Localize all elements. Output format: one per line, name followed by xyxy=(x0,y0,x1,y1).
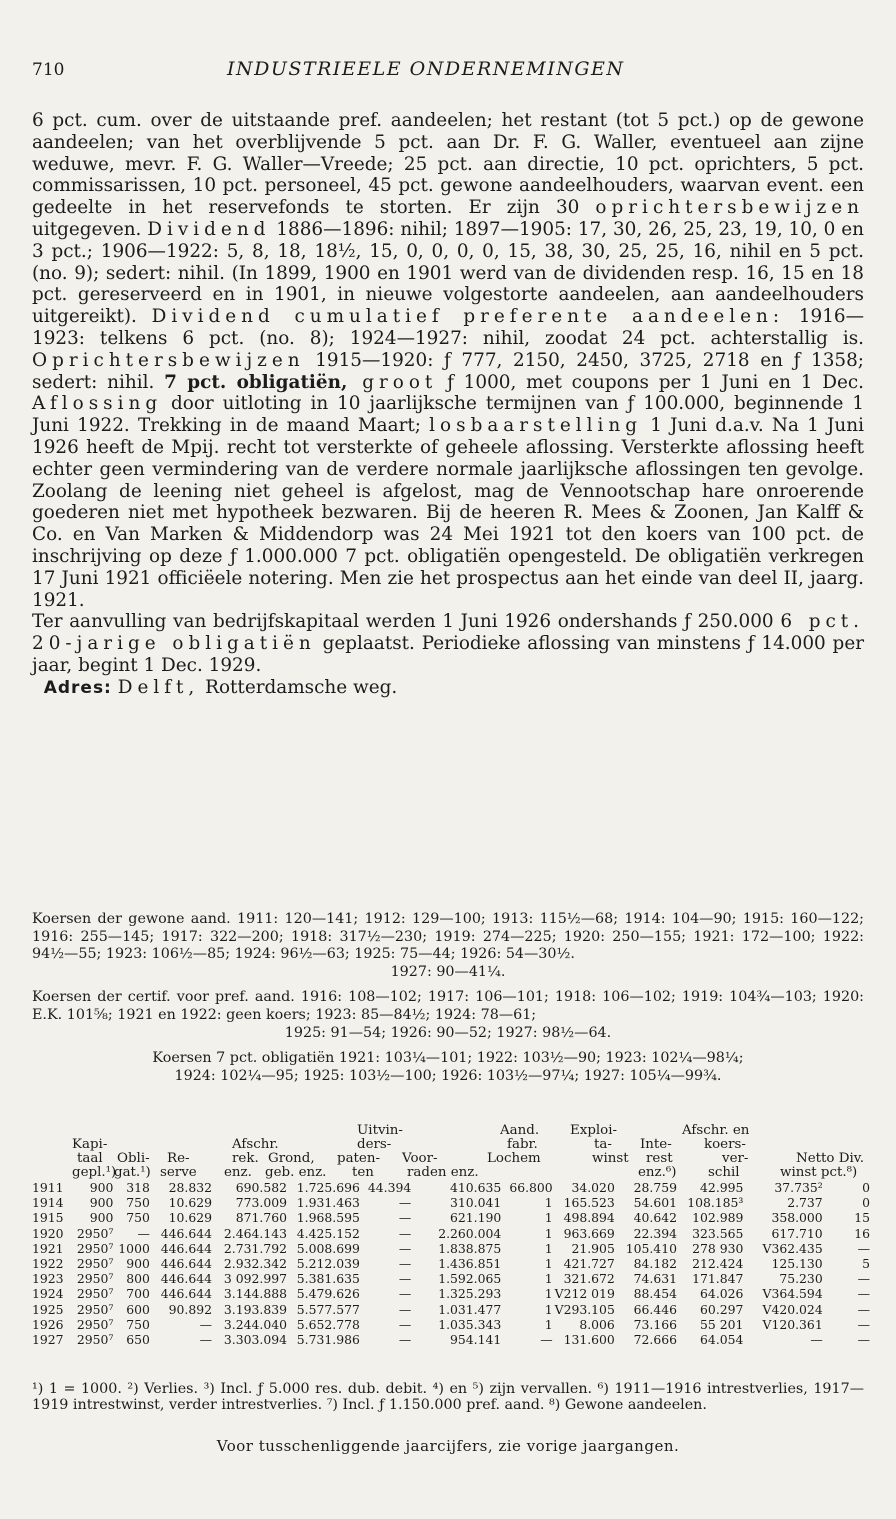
table-cell: 102.989 xyxy=(692,1210,744,1226)
table-cell: 21.905 xyxy=(571,1240,615,1256)
table-row xyxy=(32,1195,870,1210)
table-cell: 54.601 xyxy=(633,1195,677,1211)
table-cell: 621.190 xyxy=(450,1210,502,1226)
table-cell: 446.644 xyxy=(160,1271,212,1287)
table-cell: — xyxy=(398,1225,412,1241)
table-cell: 750 xyxy=(126,1195,150,1211)
table-cell: 2950⁷ xyxy=(76,1256,114,1272)
row-year: 1911 xyxy=(32,1180,64,1195)
table-cell: 171.847 xyxy=(692,1271,744,1287)
table-cell: 3 092.997 xyxy=(223,1271,287,1287)
table-cell: 650 xyxy=(126,1332,150,1348)
table-cell: 1.968.595 xyxy=(296,1210,360,1226)
table-cell: 1000 xyxy=(118,1240,150,1256)
table-cell: 2950⁷ xyxy=(76,1301,114,1317)
table-cell: 1.931.463 xyxy=(296,1195,360,1211)
table-cell: 42.995 xyxy=(700,1180,744,1195)
table-cell: 22.394 xyxy=(633,1225,677,1241)
dividend-paragraph: 6 pct. cum. over de uitstaande pref. aandeelen; het restant (tot 5 pct.) op de gewone aandeelen; van het overblijvende 5 pct. aan Dr. F. G. Waller, eventueel aan zijne weduwe, mevr. F. G. Waller—Vreede; 25 pct. aan directie, 10 pct. oprichters, 5 pct. commissarissen, 10 pct. personeel, 45 pct. gewone aandeelhouders, waarvan event. een gedeelte in het reservefonds te storten. Er zijn 30 oprichtersbewijzen uitgegeven. Dividend 1886—1896: nihil; 1897—1905: 17, 30, 26, 25, 23, 19, 10, 0 en 3 pct.; 1906—1922: 5, 8, 18, 18½, 15, 0, 0, 0, 0, 15, 38, 30, 25, 25, 16, nihil en 5 pct. (no. 9); sedert: nihil. (In 1899, 1900 en 1901 werd van de dividenden resp. 16, 15 en 18 pct. gereserveerd en in 1901, in nieuwe volgestorte aandeelen, aan aandeelhouders uitgereikt). Dividend cumulatief preferente aandeelen: 1916—1923: telkens 6 pct. (no. 8); 1924—1927: nihil, zoodat 24 pct. achterstallig is. Oprichtersbewijzen 1915—1920: ƒ 777, 2150, 2450, 3725, 2718 en ƒ 1358; sedert: nihil. 7 pct. obligatiën, groot ƒ 1000, met coupons per 1 Juni en 1 Dec. Aflossing door uitloting in 10 jaarlijksche termijnen van ƒ 100.000, beginnende 1 Juni 1922. Trekking in de maand Maart; losbaarstelling 1 Juni d.a.v. Na 1 Juni 1926 heeft de Mpij. recht tot versterkte of geheele aflossing. Versterkte aflossing heeft echter geen vermindering van de verdere normale jaarlijksche aflossingen ten gevolge. Zoolang de leening niet geheel is afgelost, mag de Vennootschap hare onroerende goederen niet met hypotheek bezwaren. Bij de heeren R. Mees & Zoonen, Jan Kalff & Co. en Van Marken & Middendorp was 24 Mei 1921 tot den koers van 100 pct. de inschrijving op deze ƒ 1.000.000 7 pct. obligatiën opengesteld. De obligatiën verkregen 17 Juni 1921 officiëele notering. Men zie het prospectus aan het einde van deel II, jaarg. 1921. xyxy=(32,110,865,611)
table-cell: 446.644 xyxy=(160,1286,212,1302)
table-cell: 1.436.851 xyxy=(438,1256,502,1272)
table-cell: — xyxy=(398,1195,412,1211)
row-year: 1927 xyxy=(32,1332,64,1348)
row-year: 1926 xyxy=(32,1316,64,1332)
table-cell: 1.031.477 xyxy=(438,1301,502,1317)
table-cell: 954.141 xyxy=(450,1332,502,1348)
address-label: Adres: xyxy=(43,677,112,698)
table-cell: 750 xyxy=(126,1316,150,1332)
quotes-bonds: Koersen 7 pct. obligatiën 1921: 103¼—101; 1922: 103½—90; 1923: 102¼—98¼; xyxy=(152,1050,744,1067)
table-cell: 2950⁷ xyxy=(76,1332,114,1348)
table-header: Uitvin- Aand. Exploi- Afschr. en Kapi- Afschr. ders- fabr. ta- Inte- koers- taal Obli- Re- rek. Grond, paten- Voor- Lochem winst rest ver- Netto Div. gepl.¹) gat.¹) serve enz. geb. enz. ten raden enz. enz.⁶) schil winst pct.⁸) xyxy=(72,1123,864,1180)
table-row xyxy=(32,1271,870,1286)
table-row xyxy=(32,1302,870,1317)
table-cell: 800 xyxy=(126,1271,150,1287)
table-cell: 1.592.065 xyxy=(438,1271,502,1287)
table-cell: 73.166 xyxy=(633,1316,677,1332)
table-body xyxy=(32,1180,870,1347)
table-cell: 700 xyxy=(126,1286,150,1302)
table-cell: 421.727 xyxy=(563,1256,615,1272)
table-cell: — xyxy=(398,1286,412,1302)
table-cell: 358.000 xyxy=(771,1210,823,1226)
table-cell: 1 xyxy=(544,1316,553,1332)
table-cell: 1 xyxy=(544,1256,553,1272)
table-cell: 900 xyxy=(89,1195,114,1211)
row-year: 1920 xyxy=(32,1225,64,1241)
table-cell: — xyxy=(857,1240,870,1256)
bond-paragraph: Ter aanvulling van bedrijfskapitaal werden 1 Juni 1926 ondershands ƒ 250.000 6 pct. 20-jarige obligatiën geplaatst. Periodieke aflossing van minstens ƒ 14.000 per jaar, begint 1 Dec. 1929. xyxy=(32,611,864,676)
table-cell: 1.725.696 xyxy=(296,1180,360,1195)
row-year: 1923 xyxy=(32,1271,64,1287)
table-cell: V362.435 xyxy=(762,1240,823,1256)
table-cell: 871.760 xyxy=(235,1210,287,1226)
quotes-certificates: Koersen der certif. voor pref. aand. 1916: 108—102; 1917: 106—101; 1918: 106—102; 1919: 104¾—103; 1920: E.K. 101⅝; 1921 en 1922: geen koers; 1923: 85—84½; 1924: 78—61; xyxy=(32,989,864,1023)
table-cell: 212.424 xyxy=(692,1256,744,1272)
table-cell: — xyxy=(398,1271,412,1287)
table-cell: 64.026 xyxy=(700,1286,744,1302)
table-cell: 773.009 xyxy=(235,1195,287,1211)
table-cell: 2.464.143 xyxy=(223,1225,287,1241)
table-cell: 165.523 xyxy=(563,1195,615,1211)
table-cell: 105.410 xyxy=(625,1240,677,1256)
table-cell: 600 xyxy=(126,1301,150,1317)
table-cell: 5.652.778 xyxy=(296,1316,360,1332)
table-cell: 2950⁷ xyxy=(76,1316,114,1332)
table-cell: 1.035.343 xyxy=(438,1316,502,1332)
table-cell: — xyxy=(857,1316,870,1332)
table-cell: 446.644 xyxy=(160,1256,212,1272)
table-cell: — xyxy=(857,1332,870,1348)
table-cell: 66.800 xyxy=(509,1180,553,1195)
table-cell: V212 019 xyxy=(554,1286,615,1302)
financial-table xyxy=(32,1124,870,1347)
table-cell: 900 xyxy=(126,1256,150,1272)
page-header xyxy=(32,58,862,88)
table-cell: 3.244.040 xyxy=(223,1316,287,1332)
table-cell: 5.212.039 xyxy=(296,1256,360,1272)
table-cell: 2.731.792 xyxy=(223,1240,287,1256)
table-cell: 10.629 xyxy=(168,1210,212,1226)
table-cell: 446.644 xyxy=(160,1225,212,1241)
row-year: 1925 xyxy=(32,1301,64,1317)
table-cell: 2950⁷ xyxy=(76,1225,114,1241)
table-cell: 498.894 xyxy=(563,1210,615,1226)
table-cell: V364.594 xyxy=(762,1286,823,1302)
table-cell: 4.425.152 xyxy=(296,1225,360,1241)
table-cell: 750 xyxy=(126,1210,150,1226)
table-cell: 1.838.875 xyxy=(438,1240,502,1256)
table-cell: — xyxy=(398,1332,412,1348)
table-cell: — xyxy=(398,1301,412,1317)
table-cell: 28.832 xyxy=(168,1180,212,1195)
table-cell: — xyxy=(857,1301,870,1317)
table-row xyxy=(32,1317,870,1332)
table-cell: 321.672 xyxy=(563,1271,615,1287)
row-year: 1914 xyxy=(32,1195,64,1211)
table-row xyxy=(32,1286,870,1301)
table-cell: 3.144.888 xyxy=(223,1286,287,1302)
table-cell: 410.635 xyxy=(450,1180,502,1195)
table-cell: 5.479.626 xyxy=(296,1286,360,1302)
table-cell: 1 xyxy=(544,1301,553,1317)
table-cell: 131.600 xyxy=(563,1332,615,1348)
table-cell: 2.932.342 xyxy=(223,1256,287,1272)
table-cell: 2.737 xyxy=(787,1195,823,1211)
table-row xyxy=(32,1210,870,1225)
table-cell: 74.631 xyxy=(633,1271,677,1287)
table-row xyxy=(32,1180,870,1195)
footer-note: Voor tusschenliggende jaarcijfers, zie vorige jaargangen. xyxy=(216,1437,680,1455)
table-cell: — xyxy=(398,1210,412,1226)
table-cell: 15 xyxy=(854,1210,870,1226)
table-cell: 108.185³ xyxy=(687,1195,744,1211)
table-cell: 40.642 xyxy=(633,1210,677,1226)
row-year: 1915 xyxy=(32,1210,64,1226)
table-cell: 1 xyxy=(544,1210,553,1226)
table-row xyxy=(32,1332,870,1347)
table-cell: 1 xyxy=(544,1271,553,1287)
table-cell: 318 xyxy=(126,1180,150,1195)
table-row xyxy=(32,1241,870,1256)
table-cell: 37.735² xyxy=(774,1180,823,1195)
table-cell: 90.892 xyxy=(168,1301,212,1317)
table-cell: — xyxy=(137,1225,150,1241)
table-cell: 1.325.293 xyxy=(438,1286,502,1302)
table-cell: 900 xyxy=(89,1180,114,1195)
table-cell: 690.582 xyxy=(235,1180,287,1195)
company-entry-text xyxy=(32,110,864,700)
table-cell: — xyxy=(199,1316,212,1332)
running-title: INDUSTRIEELE ONDERNEMINGEN xyxy=(227,58,625,80)
table-cell: 16 xyxy=(854,1225,870,1241)
yearly-figures xyxy=(32,1180,870,1347)
table-cell: 3.303.094 xyxy=(223,1332,287,1348)
table-cell: 5.731.986 xyxy=(296,1332,360,1348)
table-cell: — xyxy=(540,1332,553,1348)
table-cell: 64.054 xyxy=(700,1332,744,1348)
row-year: 1922 xyxy=(32,1256,64,1272)
page-number: 710 xyxy=(32,60,65,80)
table-cell: 446.644 xyxy=(160,1240,212,1256)
table-cell: 72.666 xyxy=(633,1332,677,1348)
quotes-ordinary: Koersen der gewone aand. 1911: 120—141; 1912: 129—100; 1913: 115½—68; 1914: 104—90; 1915: 160—122; 1916: 255—145; 1917: 322—200; 1918: 317½—230; 1919: 274—225; 1920: 250—155; 1921: 172—100; 1922: 94½—55; 1923: 106½—85; 1924: 96½—63; 1925: 75—44; 1926: 54—30½. xyxy=(32,911,864,963)
table-cell: V120.361 xyxy=(762,1316,823,1332)
table-row xyxy=(32,1256,870,1271)
table-cell: V293.105 xyxy=(554,1301,615,1317)
table-cell: 84.182 xyxy=(633,1256,677,1272)
table-cell: 900 xyxy=(89,1210,114,1226)
table-cell: 323.565 xyxy=(692,1225,744,1241)
table-cell: 1 xyxy=(544,1225,553,1241)
table-cell: — xyxy=(857,1271,870,1287)
table-cell: 34.020 xyxy=(571,1180,615,1195)
table-row xyxy=(32,1226,870,1241)
table-cell: 60.297 xyxy=(700,1301,744,1317)
table-cell: 66.446 xyxy=(633,1301,677,1317)
row-year: 1921 xyxy=(32,1240,64,1256)
table-cell: 0 xyxy=(862,1195,870,1211)
table-cell: 5 xyxy=(862,1256,870,1272)
table-cell: 44.394 xyxy=(367,1180,412,1195)
table-cell: — xyxy=(398,1316,412,1332)
table-cell: 963.669 xyxy=(563,1225,615,1241)
table-cell: 28.759 xyxy=(633,1180,677,1195)
table-cell: 55 201 xyxy=(700,1316,744,1332)
table-cell: — xyxy=(857,1286,870,1302)
table-cell: 8.006 xyxy=(579,1316,615,1332)
table-cell: 617.710 xyxy=(771,1225,823,1241)
table-cell: 310.041 xyxy=(450,1195,502,1211)
table-cell: 125.130 xyxy=(771,1256,823,1272)
table-cell: 5.008.699 xyxy=(296,1240,360,1256)
table-cell: 5.577.577 xyxy=(296,1301,360,1317)
table-cell: 2950⁷ xyxy=(76,1286,114,1302)
table-cell: — xyxy=(398,1256,412,1272)
share-quotations: Koersen der gewone aand. 1911: 120—141; 1912: 129—100; 1913: 115½—68; 1914: 104—90; 1915: 160—122; 1916: 255—145; 1917: 322—200; 1918: 317½—230; 1919: 274—225; 1920: 250—155; 1921: 172—100; 1922: 94½—55; 1923: 106½—85; 1924: 96½—63; 1925: 75—44; 1926: 54—30½. 1927: 90—41¼. Koersen der certif. voor pref. aand. 1916: 108—102; 1917: 106—101; 1918: 106—102; 1919: 104¾—103; 1920: E.K. 101⅝; 1921 en 1922: geen koers; 1923: 85—84½; 1924: 78—61; 1925: 91—54; 1926: 90—52; 1927: 98½—64. Koersen 7 pct. obligatiën 1921: 103¼—101; 1922: 103½—90; 1923: 102¼—98¼; 1924: 102¼—95; 1925: 103½—100; 1926: 103½—97¼; 1927: 105¼—99¾. xyxy=(32,911,864,1084)
table-cell: 2950⁷ xyxy=(76,1271,114,1287)
table-cell: — xyxy=(810,1332,823,1348)
table-cell: 10.629 xyxy=(168,1195,212,1211)
table-cell: 1 xyxy=(544,1240,553,1256)
row-year: 1924 xyxy=(32,1286,64,1302)
table-cell: 3.193.839 xyxy=(223,1301,287,1317)
table-cell: 2.260.004 xyxy=(438,1225,502,1241)
table-cell: V420.024 xyxy=(762,1301,823,1317)
table-cell: — xyxy=(199,1332,212,1348)
table-cell: 1 xyxy=(544,1286,553,1302)
table-footnotes: ¹) 1 = 1000. ²) Verlies. ³) Incl. ƒ 5.000 res. dub. debit. ⁴) en ⁵) zijn vervallen. ⁶) 1911—1916 intrestverlies, 1917—1919 intrestwinst, verder intrestverlies. ⁷) Incl. ƒ 1.150.000 pref. aand. ⁸) Gewone aandeelen. xyxy=(32,1381,864,1413)
address-line: Adres: Delft, Rotterdamsche weg. xyxy=(43,676,398,698)
table-cell: 5.381.635 xyxy=(296,1271,360,1287)
table-cell: — xyxy=(398,1240,412,1256)
table-cell: 0 xyxy=(862,1180,870,1195)
table-cell: 1 xyxy=(544,1195,553,1211)
table-cell: 278 930 xyxy=(692,1240,744,1256)
table-cell: 75.230 xyxy=(779,1271,823,1287)
table-cell: 88.454 xyxy=(633,1286,677,1302)
table-cell: 2950⁷ xyxy=(76,1240,114,1256)
